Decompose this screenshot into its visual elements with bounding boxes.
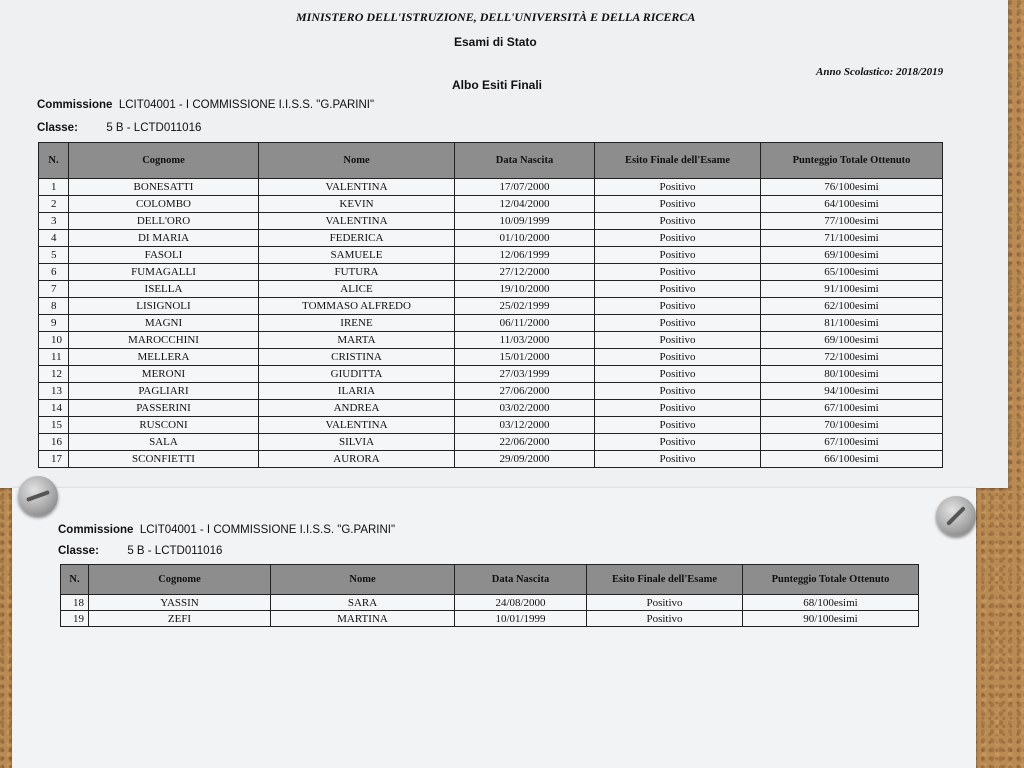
cell-outcome: Positivo xyxy=(595,451,761,468)
table-row xyxy=(61,611,919,627)
cell-surname: MELLERA xyxy=(69,349,259,366)
cell-name: KEVIN xyxy=(259,196,455,213)
cell-surname: LISIGNOLI xyxy=(69,298,259,315)
results-table xyxy=(38,142,943,468)
cell-surname: FUMAGALLI xyxy=(69,264,259,281)
cell-name: FEDERICA xyxy=(259,230,455,247)
table-row xyxy=(39,179,943,196)
cell-birthdate: 27/12/2000 xyxy=(455,264,595,281)
table-row xyxy=(39,247,943,264)
cell-outcome: Positivo xyxy=(595,366,761,383)
cell-number: 6 xyxy=(39,264,69,281)
table-row xyxy=(39,196,943,213)
table-header-row xyxy=(39,143,943,179)
cell-surname: DELL'ORO xyxy=(69,213,259,230)
col-name: Nome xyxy=(259,143,455,179)
table-row xyxy=(39,400,943,417)
table-row xyxy=(39,417,943,434)
cell-outcome: Positivo xyxy=(595,213,761,230)
cell-surname: FASOLI xyxy=(69,247,259,264)
class-value-2: 5 B - LCTD011016 xyxy=(127,545,223,557)
col-outcome: Esito Finale dell'Esame xyxy=(587,565,743,595)
table-header-row xyxy=(61,565,919,595)
table-row xyxy=(39,366,943,383)
cell-birthdate: 19/10/2000 xyxy=(455,281,595,298)
cell-name: GIUDITTA xyxy=(259,366,455,383)
cell-birthdate: 15/01/2000 xyxy=(455,349,595,366)
exam-subtitle: Esami di Stato xyxy=(454,35,537,49)
page-title: Albo Esiti Finali xyxy=(452,78,543,92)
cell-number: 7 xyxy=(39,281,69,298)
table-row xyxy=(39,383,943,400)
cell-name: VALENTINA xyxy=(259,417,455,434)
commission-line-2 xyxy=(58,524,395,536)
results-sheet-page-2 xyxy=(12,488,976,768)
cell-surname: YASSIN xyxy=(89,595,271,611)
cell-number: 1 xyxy=(39,179,69,196)
cell-score: 70/100esimi xyxy=(761,417,943,434)
cell-number: 11 xyxy=(39,349,69,366)
col-number: N. xyxy=(39,143,69,179)
cell-outcome: Positivo xyxy=(595,417,761,434)
cell-score: 62/100esimi xyxy=(761,298,943,315)
cell-surname: MAGNI xyxy=(69,315,259,332)
cell-score: 81/100esimi xyxy=(761,315,943,332)
cell-birthdate: 03/02/2000 xyxy=(455,400,595,417)
col-score: Punteggio Totale Ottenuto xyxy=(743,565,919,595)
cell-surname: SCONFIETTI xyxy=(69,451,259,468)
cell-birthdate: 22/06/2000 xyxy=(455,434,595,451)
cell-birthdate: 03/12/2000 xyxy=(455,417,595,434)
cell-birthdate: 25/02/1999 xyxy=(455,298,595,315)
cell-score: 80/100esimi xyxy=(761,366,943,383)
cell-score: 66/100esimi xyxy=(761,451,943,468)
cell-outcome: Positivo xyxy=(595,383,761,400)
cell-outcome: Positivo xyxy=(595,196,761,213)
cell-outcome: Positivo xyxy=(595,315,761,332)
table-row xyxy=(39,230,943,247)
commission-value-2: LCIT04001 - I COMMISSIONE I.I.S.S. "G.PARINI" xyxy=(139,524,396,536)
results-table-continued xyxy=(60,564,919,627)
school-year: Anno Scolastico: 2018/2019 xyxy=(816,66,944,78)
cell-outcome: Positivo xyxy=(595,434,761,451)
cell-score: 71/100esimi xyxy=(761,230,943,247)
table-row xyxy=(39,332,943,349)
cell-number: 8 xyxy=(39,298,69,315)
cell-name: ALICE xyxy=(259,281,455,298)
table-row xyxy=(39,281,943,298)
cell-name: AURORA xyxy=(259,451,455,468)
cell-number: 10 xyxy=(39,332,69,349)
cell-outcome: Positivo xyxy=(587,595,743,611)
cell-birthdate: 06/11/2000 xyxy=(455,315,595,332)
table-row xyxy=(39,213,943,230)
col-surname: Cognome xyxy=(69,143,259,179)
cell-outcome: Positivo xyxy=(595,400,761,417)
cell-birthdate: 12/06/1999 xyxy=(455,247,595,264)
cell-birthdate: 10/09/1999 xyxy=(455,213,595,230)
col-number: N. xyxy=(61,565,89,595)
table-row xyxy=(39,434,943,451)
cell-outcome: Positivo xyxy=(595,332,761,349)
cell-name: CRISTINA xyxy=(259,349,455,366)
cell-name: ANDREA xyxy=(259,400,455,417)
cell-outcome: Positivo xyxy=(595,349,761,366)
cell-score: 77/100esimi xyxy=(761,213,943,230)
cell-score: 64/100esimi xyxy=(761,196,943,213)
cell-name: MARTINA xyxy=(271,611,455,627)
cell-birthdate: 17/07/2000 xyxy=(455,179,595,196)
cell-surname: ZEFI xyxy=(89,611,271,627)
cell-name: FUTURA xyxy=(259,264,455,281)
cell-surname: SALA xyxy=(69,434,259,451)
col-birthdate: Data Nascita xyxy=(455,565,587,595)
thumbtack-icon-right xyxy=(936,496,976,536)
class-line-2 xyxy=(58,545,222,557)
cell-surname: COLOMBO xyxy=(69,196,259,213)
cell-score: 68/100esimi xyxy=(743,595,919,611)
cell-birthdate: 27/03/1999 xyxy=(455,366,595,383)
cell-number: 13 xyxy=(39,383,69,400)
cell-outcome: Positivo xyxy=(587,611,743,627)
cell-number: 15 xyxy=(39,417,69,434)
cell-number: 14 xyxy=(39,400,69,417)
cell-surname: RUSCONI xyxy=(69,417,259,434)
table-row xyxy=(61,595,919,611)
cell-surname: MERONI xyxy=(69,366,259,383)
class-label-2: Classe: xyxy=(58,545,99,557)
cell-surname: PAGLIARI xyxy=(69,383,259,400)
ministry-heading: MINISTERO DELL'ISTRUZIONE, DELL'UNIVERSITÀ E DELLA RICERCA xyxy=(296,10,696,24)
cell-score: 72/100esimi xyxy=(761,349,943,366)
cell-outcome: Positivo xyxy=(595,281,761,298)
table-row xyxy=(39,264,943,281)
cell-number: 5 xyxy=(39,247,69,264)
cell-birthdate: 29/09/2000 xyxy=(455,451,595,468)
cell-name: IRENE xyxy=(259,315,455,332)
cell-number: 2 xyxy=(39,196,69,213)
cell-surname: PASSERINI xyxy=(69,400,259,417)
class-label: Classe: xyxy=(37,122,78,134)
cell-number: 3 xyxy=(39,213,69,230)
class-value: 5 B - LCTD011016 xyxy=(106,122,202,134)
cell-name: VALENTINA xyxy=(259,213,455,230)
col-surname: Cognome xyxy=(89,565,271,595)
cell-score: 91/100esimi xyxy=(761,281,943,298)
cell-surname: ISELLA xyxy=(69,281,259,298)
cell-birthdate: 27/06/2000 xyxy=(455,383,595,400)
table-row xyxy=(39,451,943,468)
cell-number: 17 xyxy=(39,451,69,468)
cell-name: ILARIA xyxy=(259,383,455,400)
commission-label-2: Commissione xyxy=(58,524,134,536)
cell-number: 18 xyxy=(61,595,89,611)
cell-number: 19 xyxy=(61,611,89,627)
cell-number: 9 xyxy=(39,315,69,332)
col-score: Punteggio Totale Ottenuto xyxy=(761,143,943,179)
cell-score: 94/100esimi xyxy=(761,383,943,400)
col-outcome: Esito Finale dell'Esame xyxy=(595,143,761,179)
cell-number: 12 xyxy=(39,366,69,383)
cell-surname: BONESATTI xyxy=(69,179,259,196)
cell-score: 90/100esimi xyxy=(743,611,919,627)
cell-outcome: Positivo xyxy=(595,247,761,264)
cell-score: 65/100esimi xyxy=(761,264,943,281)
class-line xyxy=(37,122,201,134)
cell-outcome: Positivo xyxy=(595,298,761,315)
cell-score: 69/100esimi xyxy=(761,247,943,264)
table-row xyxy=(39,315,943,332)
cell-score: 67/100esimi xyxy=(761,400,943,417)
cell-outcome: Positivo xyxy=(595,264,761,281)
cell-name: VALENTINA xyxy=(259,179,455,196)
commission-value: LCIT04001 - I COMMISSIONE I.I.S.S. "G.PARINI" xyxy=(118,99,375,111)
cell-outcome: Positivo xyxy=(595,179,761,196)
cell-score: 67/100esimi xyxy=(761,434,943,451)
cell-name: SARA xyxy=(271,595,455,611)
cell-surname: MAROCCHINI xyxy=(69,332,259,349)
cell-name: MARTA xyxy=(259,332,455,349)
thumbtack-icon-left xyxy=(18,476,58,516)
cell-number: 16 xyxy=(39,434,69,451)
col-name: Nome xyxy=(271,565,455,595)
cell-birthdate: 24/08/2000 xyxy=(455,595,587,611)
cell-birthdate: 01/10/2000 xyxy=(455,230,595,247)
cell-name: SAMUELE xyxy=(259,247,455,264)
cell-surname: DI MARIA xyxy=(69,230,259,247)
table-row xyxy=(39,349,943,366)
cell-birthdate: 10/01/1999 xyxy=(455,611,587,627)
cell-birthdate: 12/04/2000 xyxy=(455,196,595,213)
col-birthdate: Data Nascita xyxy=(455,143,595,179)
cell-number: 4 xyxy=(39,230,69,247)
cell-birthdate: 11/03/2000 xyxy=(455,332,595,349)
cell-name: SILVIA xyxy=(259,434,455,451)
cell-score: 76/100esimi xyxy=(761,179,943,196)
table-row xyxy=(39,298,943,315)
cell-outcome: Positivo xyxy=(595,230,761,247)
cell-name: TOMMASO ALFREDO xyxy=(259,298,455,315)
commission-label: Commissione xyxy=(37,99,113,111)
commission-line xyxy=(37,99,374,111)
cell-score: 69/100esimi xyxy=(761,332,943,349)
